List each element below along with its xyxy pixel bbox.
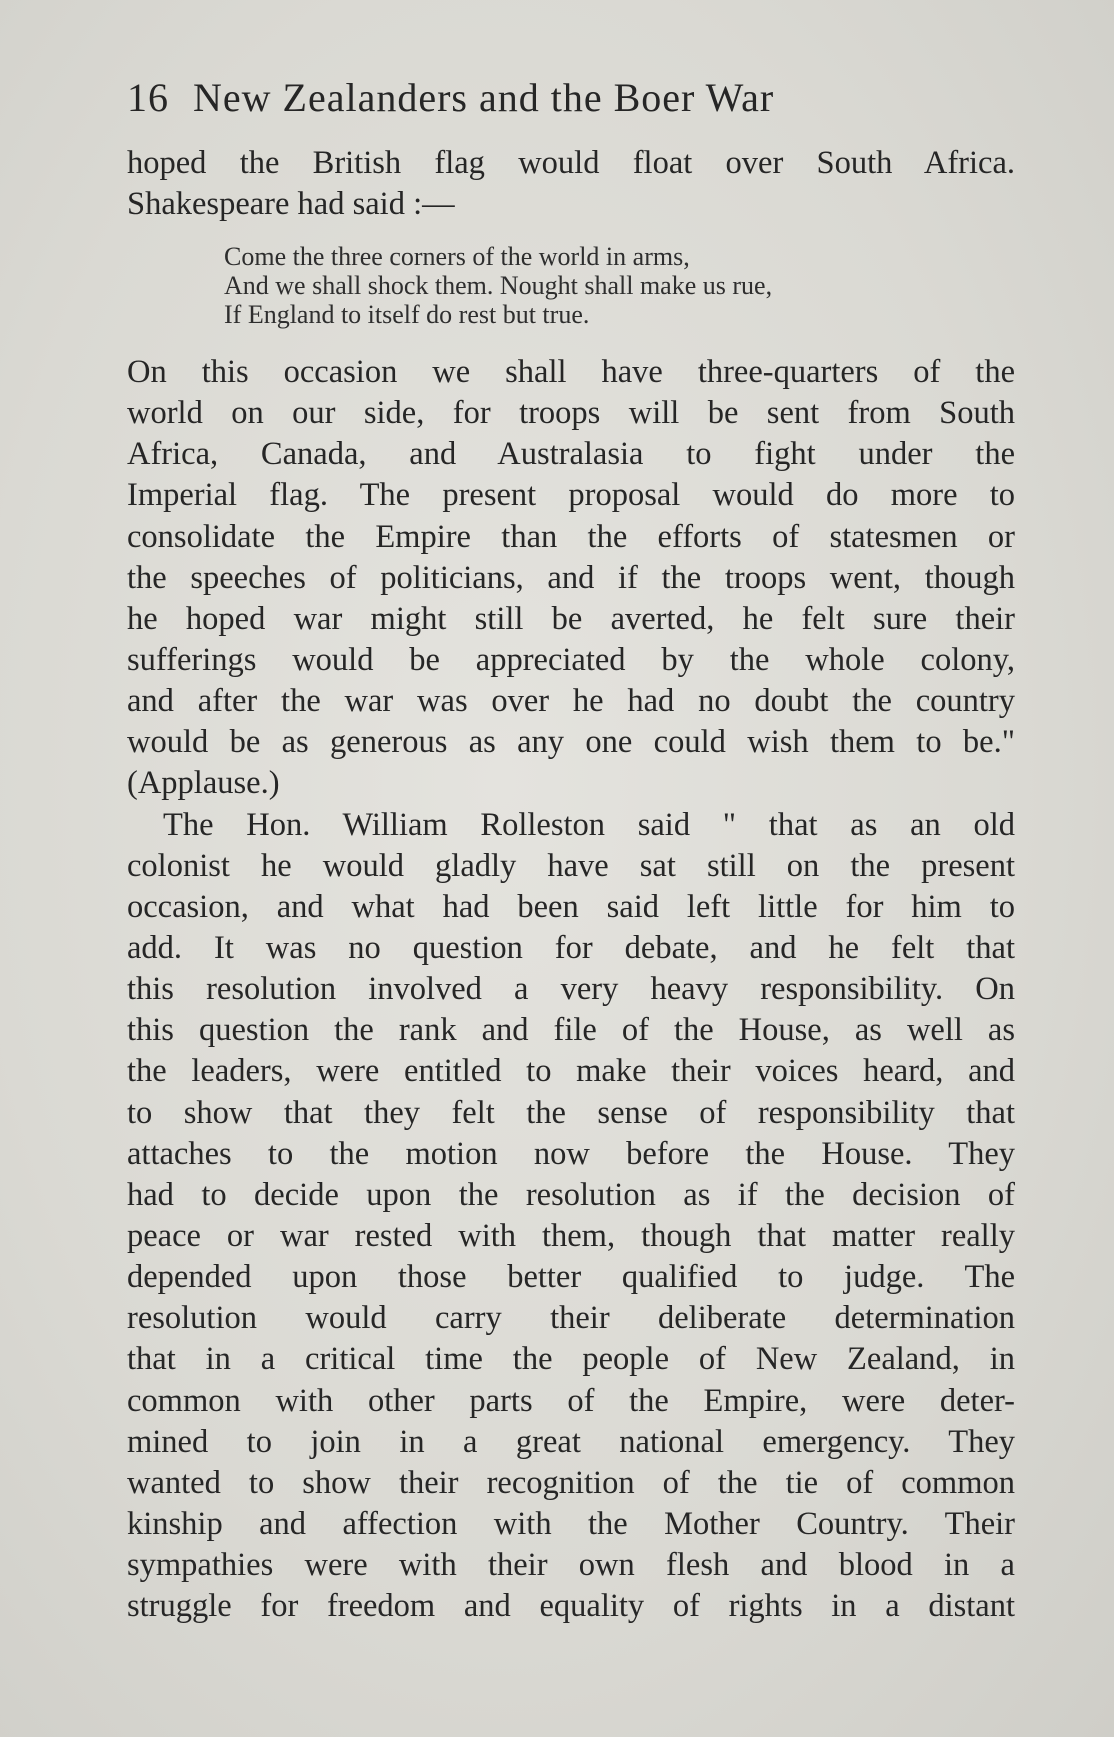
text-line: Shakespeare had said :— [127, 186, 455, 222]
text-line: he hoped war might still be averted, he felt sure their [127, 600, 1015, 637]
text-line: the leaders, were entitled to make their voices heard, and [127, 1053, 1015, 1090]
opening-paragraph [127, 143, 1015, 225]
text-line: hoped the British flag would float over South Africa. [127, 145, 1015, 181]
text-line: Imperial flag. The present proposal would do more to [127, 477, 1015, 514]
text-line: wanted to show their recognition of the tie of common [127, 1464, 1015, 1501]
page-number: 16 [127, 75, 169, 120]
text-line: The Hon. William Rolleston said " that as an old [163, 806, 1015, 843]
text-line: and after the war was over he had no doubt the country [127, 683, 1015, 720]
text-line: mined to join in a great national emergency. They [127, 1423, 1015, 1460]
shakespeare-quotation [224, 242, 772, 329]
text-line: struggle for freedom and equality of rights in a distant [127, 1588, 1015, 1625]
text-line: this question the rank and file of the House, as well as [127, 1012, 1015, 1049]
running-head [127, 72, 957, 124]
text-line: Africa, Canada, and Australasia to fight under the [127, 436, 1015, 473]
text-line: colonist he would gladly have sat still on the present [127, 847, 1015, 884]
text-line: sufferings would be appreciated by the whole colony, [127, 641, 1015, 678]
text-line: attaches to the motion now before the House. They [127, 1135, 1015, 1172]
text-line: would be as generous as any one could wish them to be." [127, 724, 1015, 761]
text-line: depended upon those better qualified to judge. The [127, 1259, 1015, 1296]
text-line: peace or war rested with them, though that matter really [127, 1217, 1015, 1254]
quotation-line: If England to itself do rest but true. [224, 300, 590, 329]
text-line: this resolution involved a very heavy responsibility. On [127, 971, 1015, 1008]
quotation-line: And we shall shock them. Nought shall make us rue, [224, 271, 773, 300]
quotation-line: Come the three corners of the world in arms, [224, 242, 690, 271]
text-line: On this occasion we shall have three-quarters of the [127, 354, 1015, 390]
text-line: that in a critical time the people of New Zealand, in [127, 1341, 1015, 1378]
text-line: sympathies were with their own flesh and blood in a [127, 1547, 1015, 1584]
text-line: had to decide upon the resolution as if the decision of [127, 1176, 1015, 1213]
text-line: (Applause.) [127, 765, 280, 802]
running-title: New Zealanders and the Boer War [193, 75, 775, 120]
text-line: world on our side, for troops will be sent from South [127, 395, 1015, 432]
text-line: consolidate the Empire than the efforts of statesmen or [127, 518, 1015, 555]
text-line: occasion, and what had been said left little for him to [127, 888, 1015, 925]
text-line: kinship and affection with the Mother Country. Their [127, 1505, 1015, 1542]
text-line: common with other parts of the Empire, were deter- [127, 1382, 1015, 1419]
text-line: add. It was no question for debate, and he felt that [127, 929, 1015, 966]
text-line: to show that they felt the sense of responsibility that [127, 1094, 1015, 1131]
main-text [127, 352, 1015, 1627]
text-line: resolution would carry their deliberate determination [127, 1300, 1015, 1337]
text-line: the speeches of politicians, and if the troops went, though [127, 559, 1015, 596]
